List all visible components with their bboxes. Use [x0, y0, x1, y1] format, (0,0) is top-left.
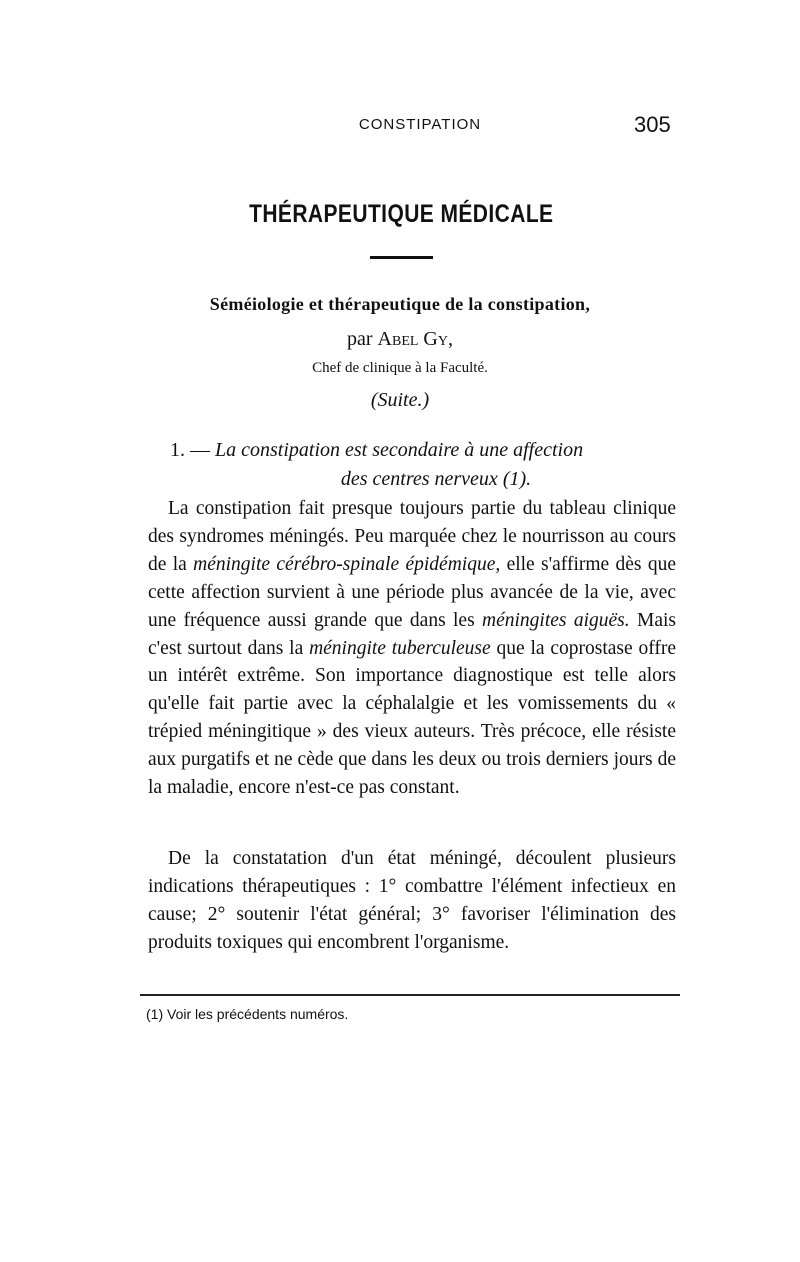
page-number: 305 [634, 112, 671, 137]
paragraph-1-text-b: elle s'affirme dès que cette affection survient à une période plus avancée de la vie, avec une fréquence aussi grande que dans les [148, 553, 676, 631]
continuation-note: (Suite.) [370, 389, 430, 411]
author-affiliation: Chef de clinique à la Faculté. [312, 360, 488, 376]
paragraph-2-text: De la constatation d'un état méningé, découlent plusieurs indications thérapeutiques : 1° combattre l'élément infectieux en cause; 2° soutenir l'état général; 3° favoriser l'élimination des produits toxiques qui encombrent l'organisme. [148, 848, 676, 953]
heading-number: 1. — [170, 439, 215, 461]
paragraph-1-text-d: que la coprostase offre un intérêt extrême. Son importance diagnostique est telle alors qu'elle fait partie avec la céphalalgie et les vomissements du « trépied méningitique » des vieux auteurs. Très précoce, elle résiste aux purgatifs et ne cède que dans les deux ou trois derniers jours de la maladie, encore n'est-ce pas constant. [148, 637, 676, 799]
author-name: Abel Gy, [377, 328, 453, 350]
footnote-rule [140, 994, 680, 996]
article-title: Séméiologie et thérapeutique de la constipation, [209, 294, 591, 314]
paragraph-2 [148, 845, 676, 957]
footnote-reference: (1). [502, 468, 532, 490]
running-header [0, 112, 800, 140]
author-line [0, 328, 800, 351]
paragraph-1-text-c: Mais c'est surtout dans la [148, 609, 676, 659]
heading-line-1: La constipation est secondaire à une affection [215, 439, 584, 461]
paragraph-1-text-a: La constipation fait presque toujours partie du tableau clinique des syndromes méningés. Peu marquée chez le nourrisson au cours de la [148, 498, 676, 575]
heading-line-2: des centres nerveux [340, 468, 498, 490]
paragraph-1-italic-b: méningites aiguës. [482, 609, 630, 631]
title-rule [370, 256, 433, 259]
paragraph-1-italic-c: méningite tuberculeuse [309, 637, 491, 659]
subsection-heading [170, 436, 690, 494]
paragraph-1-italic-a: méningite cérébro-spinale épidémique, [193, 553, 501, 575]
section-title: THÉRAPEUTIQUE MÉDICALE [249, 200, 554, 228]
paragraph-1 [148, 495, 676, 802]
author-prefix: par [347, 328, 373, 350]
footnote: (1) Voir les précédents numéros. [146, 1006, 349, 1022]
running-title: CONSTIPATION [358, 116, 482, 133]
